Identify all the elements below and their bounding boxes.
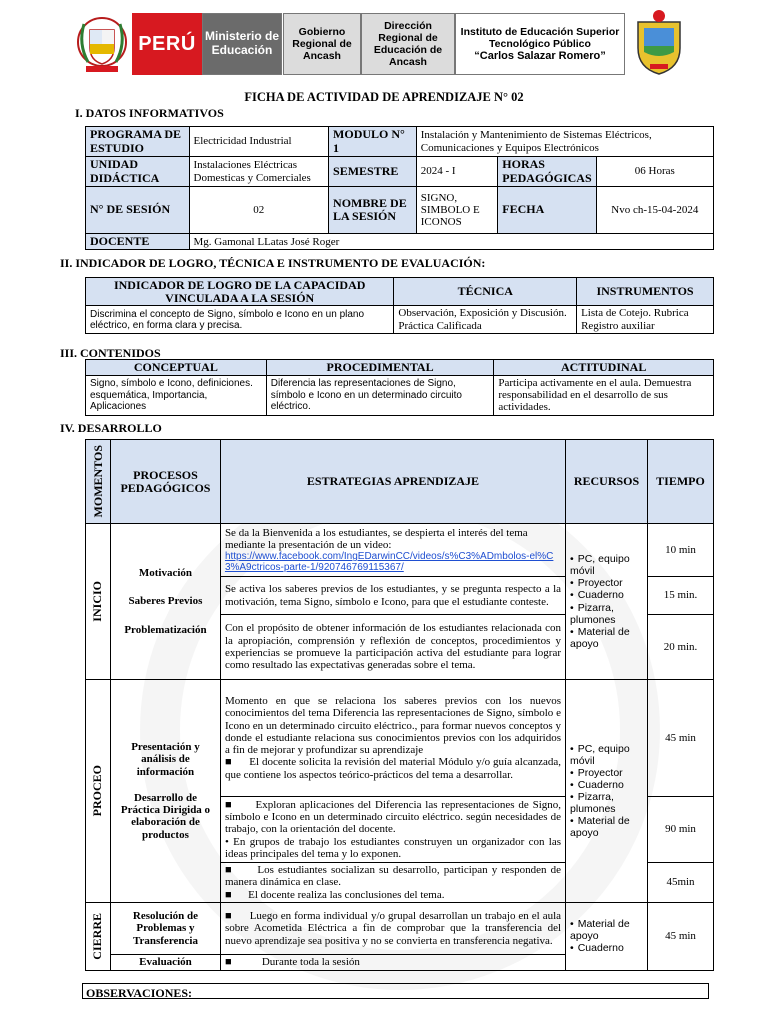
proceso-practica: Desarrollo de Práctica Dirigida o elaboración de productos	[120, 791, 211, 841]
tiempo-header: TIEMPO	[648, 440, 714, 524]
sesion-value: 02	[189, 187, 329, 234]
modulo-value: Instalación y Mantenimiento de Sistemas Eléctricos, Comunicaciones y Equipos Electrónicos	[416, 127, 713, 157]
recurso-pizarra: • Pizarra, plumones	[570, 602, 643, 626]
docente-value: Mg. Gamonal LLatas José Roger	[189, 234, 713, 250]
proceso-estrategia-2	[220, 797, 565, 863]
indicador-header: INDICADOR DE LOGRO DE LA CAPACIDAD VINCULADA A LA SESIÓN	[86, 278, 394, 306]
inicio-estrategia-3: Con el propósito de obtener información de los estudiantes relacionada con la apropiación, comprensión y reflexión de conceptos, procedimientos y experiencias se promueve la participación activa del estudiante para lograr como resultado las expectativas generadas sobre el tema.	[220, 615, 565, 680]
observaciones-label: OBSERVACIONES:	[86, 986, 193, 1000]
proceso-recursos	[566, 680, 648, 903]
proceso-estrategia-2-bullet: • En grupos de trabajo los estudiantes construyen un organizador con las ideas principales del tema y lo exponen.	[224, 835, 562, 860]
section-4-heading: IV. DESARROLLO	[60, 421, 162, 435]
recurso-proyector: • Proyector	[570, 767, 643, 779]
unidad-value: Instalaciones Eléctricas Domesticas y Comerciales	[189, 157, 329, 187]
horas-value: 06 Horas	[596, 157, 713, 187]
tecnica-value: Observación, Exposición y Discusión. Práctica Calificada	[394, 306, 577, 334]
proceso-estrategia-2-text: ■ Exploran aplicaciones del Diferencia las representaciones de Signo, símbolo e Icono en un determinado circuito eléctrico. según necesidades de trabajo, con la orientación del docente.	[224, 798, 562, 836]
tecnica-header: TÉCNICA	[394, 278, 577, 306]
cierre-proceso-1: Resolución de Problemas y Transferencia	[110, 902, 220, 954]
fecha-value: Nvo ch-15-04-2024	[596, 187, 713, 234]
estrategias-header: ESTRATEGIAS APRENDIZAJE	[220, 440, 565, 524]
gobierno-regional-label: Gobierno Regional de Ancash	[283, 13, 361, 75]
proceso-motivacion: Motivación	[138, 566, 193, 579]
actitudinal-header: ACTITUDINAL	[494, 360, 714, 376]
proceso-presentacion: Presentación y análisis de información	[131, 740, 200, 778]
conceptual-header: CONCEPTUAL	[86, 360, 267, 376]
instrumentos-header: INSTRUMENTOS	[577, 278, 714, 306]
recurso-material: • Material de apoyo	[570, 626, 643, 650]
recurso-cuaderno: • Cuaderno	[570, 589, 643, 601]
proceso-saberes-previos: Saberes Previos	[128, 595, 203, 608]
instrumentos-value: Lista de Cotejo. Rubrica Registro auxiliar	[577, 306, 714, 334]
recursos-header: RECURSOS	[566, 440, 648, 524]
unidad-label: UNIDAD DIDÁCTICA	[86, 157, 190, 187]
recurso-cuaderno: • Cuaderno	[570, 942, 643, 954]
proceso-moment: PROCEO	[86, 680, 111, 903]
proceso-tiempo-1: 45 min	[648, 680, 714, 797]
programa-label: PROGRAMA DE ESTUDIO	[86, 127, 190, 157]
recurso-pc: • PC, equipo móvil	[570, 553, 643, 577]
recurso-proyector: • Proyector	[570, 577, 643, 589]
cierre-moment: CIERRE	[86, 902, 111, 970]
horas-label: HORAS PEDAGÓGICAS	[498, 157, 596, 187]
cierre-tiempo-1: 45 min	[648, 902, 714, 970]
ministerio-label: Ministerio de Educación	[202, 13, 282, 75]
procesos-header: PROCESOS PEDAGÓGICOS	[110, 440, 220, 524]
modulo-label: MODULO N° 1	[329, 127, 417, 157]
sesion-label: N° DE SESIÓN	[86, 187, 190, 234]
inicio-estrategia-1-text: Se da la Bienvenida a los estudiantes, se despierta el interés del tema mediante la presentación de un video:	[224, 526, 528, 551]
semestre-value: 2024 - I	[416, 157, 498, 187]
proceso-procesos	[110, 680, 220, 903]
direccion-regional-label: Dirección Regional de Educación de Ancash	[361, 13, 455, 75]
instituto-school-name: “Carlos Salazar Romero”	[474, 49, 606, 62]
indicador-value: Discrimina el concepto de Signo, símbolo e Icono en un plano eléctrico, en forma clara y precisa.	[86, 306, 394, 334]
proceso-estrategia-1	[220, 680, 565, 797]
cierre-estrategia-1: ■ Luego en forma individual y/o grupal desarrollan un trabajo en el aula sobre Acometida Eléctrica a fin de comprobar que la transferencia del nuevo aprendizaje sea positiva y no se convierta en transferencia negativa.	[220, 902, 565, 954]
institute-shield-logo	[632, 8, 686, 78]
proceso-tiempo-2: 90 min	[648, 797, 714, 863]
peru-banner: PERÚ	[132, 13, 202, 75]
instituto-label	[455, 13, 625, 75]
recurso-pizarra: • Pizarra, plumones	[570, 791, 643, 815]
procedimental-header: PROCEDIMENTAL	[266, 360, 494, 376]
recurso-material: • Material de apoyo	[570, 815, 643, 839]
desarrollo-table	[85, 439, 714, 971]
inicio-estrategia-2: Se activa los saberes previos de los estudiantes, y se pregunta respecto a la motivación, tema Signo, símbolo e Icono, para que el estudiante conteste.	[220, 577, 565, 615]
contenidos-table	[85, 359, 714, 416]
peru-coat-of-arms	[76, 12, 128, 78]
nombre-sesion-label: NOMBRE DE LA SESIÓN	[329, 187, 417, 234]
proceso-estrategia-1-bullet: ■ El docente solicita la revisión del material Módulo y/o guía alcanzada, que contiene los aspectos teórico-prácticos del tema a desarrollar.	[224, 756, 562, 781]
recurso-cuaderno: • Cuaderno	[570, 779, 643, 791]
observaciones-box	[82, 983, 709, 999]
cierre-recursos	[566, 902, 648, 970]
indicador-table	[85, 277, 714, 334]
recurso-material: • Material de apoyo	[570, 918, 643, 942]
section-1-heading: I. DATOS INFORMATIVOS	[75, 106, 224, 120]
proceso-problematizacion: Problematización	[124, 623, 207, 636]
document-title: FICHA DE ACTIVIDAD DE APRENDIZAJE N° 02	[244, 90, 524, 104]
inicio-estrategia-1	[220, 524, 565, 577]
inicio-tiempo-1: 10 min	[648, 524, 714, 577]
docente-label: DOCENTE	[86, 234, 190, 250]
datos-informativos-table	[85, 126, 714, 250]
proceso-estrategia-3	[220, 863, 565, 903]
proceso-estrategia-3-bullet: ■ El docente realiza las conclusiones del tema.	[224, 888, 445, 901]
nombre-sesion-value: SIGNO, SIMBOLO E ICONOS	[416, 187, 498, 234]
procedimental-value: Diferencia las representaciones de Signo, símbolo e Icono en un determinado circuito eléctrico.	[266, 375, 494, 415]
section-2-heading: II. INDICADOR DE LOGRO, TÉCNICA E INSTRUMENTO DE EVALUACIÓN:	[60, 256, 486, 270]
momentos-header: MOMENTOS	[86, 440, 111, 524]
inicio-tiempo-2: 15 min.	[648, 577, 714, 615]
video-link[interactable]: https://www.facebook.com/IngEDarwinCC/videos/s%C3%ADmbolos-el%C3%A9ctricos-parte-1/920746769115367/	[224, 551, 554, 574]
conceptual-value: Signo, símbolo e Icono, definiciones. esquemática, Importancia, Aplicaciones	[86, 375, 267, 415]
recurso-pc: • PC, equipo móvil	[570, 743, 643, 767]
semestre-label: SEMESTRE	[329, 157, 417, 187]
instituto-name: Instituto de Educación Superior Tecnológico Público	[460, 25, 620, 50]
inicio-procesos	[110, 524, 220, 680]
cierre-proceso-2: Evaluación	[110, 954, 220, 970]
cierre-estrategia-2: ■ Durante toda la sesión	[220, 954, 565, 970]
section-3-heading: III. CONTENIDOS	[60, 346, 161, 360]
inicio-recursos	[566, 524, 648, 680]
actitudinal-value: Participa activamente en el aula. Demuestra responsabilidad en el desarrollo de sus actividades.	[494, 375, 714, 415]
proceso-tiempo-3: 45min	[648, 863, 714, 903]
proceso-estrategia-3-text: ■ Los estudiantes socializan su desarrollo, participan y responden de manera dinámica en clase.	[224, 864, 562, 889]
inicio-tiempo-3: 20 min.	[648, 615, 714, 680]
fecha-label: FECHA	[498, 187, 596, 234]
proceso-estrategia-1-text: Momento en que se relaciona los saberes previos con los nuevos conocimientos del tema Diferencia las representaciones de Signo, símbolo e Icono en un determinado circuito eléctrico., para formar nuevos conceptos y donde el estudiante relaciona sus conocimientos previos con los adquiridos a fin de mejorar y profundizar su aprendizaje	[224, 694, 562, 757]
programa-value: Electricidad Industrial	[189, 127, 329, 157]
inicio-moment: INICIO	[86, 524, 111, 680]
